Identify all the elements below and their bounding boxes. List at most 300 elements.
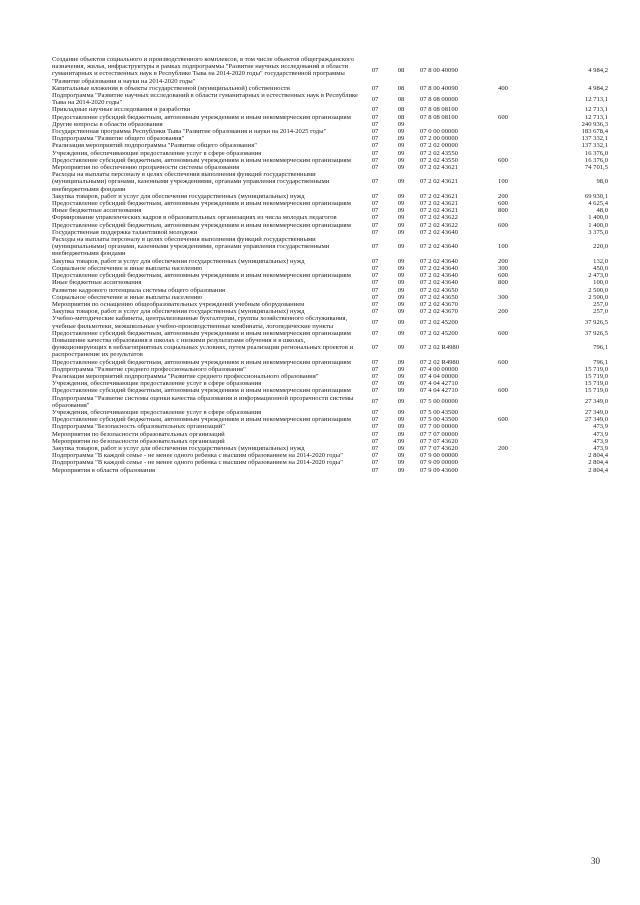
expense-type-code (488, 56, 518, 85)
section-code: 07 (371, 84, 379, 92)
row-description: Другие вопросы в области образования (52, 120, 163, 128)
target-article-code: 07 2 02 45200 (420, 318, 458, 326)
row-description: Предоставление субсидий бюджетным, автономным учреждениям и иным некоммерческим организациям (52, 329, 351, 337)
subsection-code: 09 (397, 264, 405, 272)
expense-type-code (488, 229, 518, 236)
subsection-code: 08 (397, 66, 405, 74)
expense-type-code: 300 (498, 264, 508, 272)
expense-type-code: 300 (498, 293, 508, 301)
amount: 100,0 (593, 279, 608, 287)
subsection-code: 09 (397, 156, 405, 164)
amount: 220,0 (593, 243, 608, 251)
table-row (50, 301, 610, 308)
section-code: 07 (371, 243, 379, 251)
amount: 183 678,4 (581, 128, 608, 136)
target-article-code: 07 2 02 43621 (420, 178, 458, 186)
section-code: 07 (371, 264, 379, 272)
expense-type-code (488, 150, 518, 157)
table-row (50, 114, 610, 121)
row-description: Государственная поддержка талантливой молодежи (52, 228, 198, 236)
target-article-code: 07 2 02 43550 (420, 156, 458, 164)
amount: 257,0 (593, 300, 608, 308)
section-code: 07 (371, 128, 379, 136)
row-description: Мероприятия по обеспечению прозрачности системы образования (52, 164, 240, 172)
row-description: Мероприятия по оснащению общеобразовательных учреждений учебным оборудованием (52, 300, 305, 308)
row-description: Мероприятия по безопасности образовательных организаций (52, 437, 225, 445)
amount: 27 349,0 (584, 416, 608, 424)
section-code: 07 (371, 344, 379, 352)
section-code: 07 (371, 318, 379, 326)
subsection-code: 09 (397, 214, 405, 222)
target-article-code: 07 5 00 43500 (420, 408, 458, 416)
target-article-code: 07 9 00 00000 (420, 452, 458, 460)
target-article-code: 07 7 07 00000 (420, 430, 458, 438)
amount: 37 926,5 (584, 329, 608, 337)
table-row (50, 157, 610, 164)
table-row (50, 92, 610, 106)
section-code: 07 (371, 207, 379, 215)
expense-type-code: 600 (498, 416, 508, 424)
subsection-code: 08 (397, 106, 405, 114)
row-description: Закупка товаров, работ и услуг для обеспечения государственных (муниципальных) нужд (52, 308, 305, 316)
subsection-code: 09 (397, 243, 405, 251)
expense-type-code: 600 (498, 358, 508, 366)
row-description: Предоставление субсидий бюджетным, автономным учреждениям и иным некоммерческим организациям (52, 156, 351, 164)
table-row (50, 135, 610, 142)
target-article-code: 07 5 00 00000 (420, 398, 458, 406)
target-article-code: 07 2 00 00000 (420, 135, 458, 143)
subsection-code: 09 (397, 149, 405, 157)
section-code: 07 (371, 272, 379, 280)
expense-type-code (488, 92, 518, 106)
subsection-code: 09 (397, 257, 405, 265)
section-code: 07 (371, 164, 379, 172)
target-article-code: 07 5 00 43500 (420, 416, 458, 424)
expense-type-code: 600 (498, 200, 508, 208)
expense-type-code: 600 (498, 329, 508, 337)
target-article-code: 07 4 04 42710 (420, 380, 458, 388)
table-row (50, 265, 610, 272)
budget-table-body (50, 56, 610, 474)
subsection-code: 09 (397, 452, 405, 460)
target-article-code: 07 2 02 00000 (420, 142, 458, 150)
target-article-code: 07 2 02 43621 (420, 207, 458, 215)
expense-type-code (488, 337, 518, 359)
row-description: Предоставление субсидий бюджетным, автономным учреждениям и иным некоммерческим организациям (52, 272, 351, 280)
section-code: 07 (371, 387, 379, 395)
section-code: 07 (371, 444, 379, 452)
subsection-code: 09 (397, 372, 405, 380)
table-row (50, 272, 610, 279)
expense-type-code (488, 431, 518, 438)
section-code: 07 (371, 200, 379, 208)
subsection-code: 09 (397, 279, 405, 287)
section-code: 07 (371, 408, 379, 416)
table-row (50, 229, 610, 236)
expense-type-code (488, 106, 518, 113)
section-code: 07 (371, 156, 379, 164)
subsection-code: 09 (397, 459, 405, 467)
expense-type-code: 600 (498, 221, 508, 229)
amount: 473,9 (593, 430, 608, 438)
target-article-code: 07 4 04 42710 (420, 387, 458, 395)
row-description: Подпрограмма "Развитие общего образования" (52, 135, 185, 143)
table-row (50, 387, 610, 394)
expense-type-code: 200 (498, 192, 508, 200)
table-row (50, 222, 610, 229)
target-article-code: 07 2 02 43550 (420, 149, 458, 157)
table-row (50, 467, 610, 474)
amount: 69 930,1 (584, 192, 608, 200)
row-description: Предоставление субсидий бюджетным, автономным учреждениям и иным некоммерческим организациям (52, 358, 351, 366)
section-code: 07 (371, 329, 379, 337)
expense-type-code: 200 (498, 444, 508, 452)
target-article-code: 07 8 08 08100 (420, 106, 458, 114)
amount: 2 500,0 (588, 293, 608, 301)
row-description: Подпрограмма "Развитие среднего профессионального образования" (52, 365, 246, 373)
expense-type-code: 400 (498, 84, 508, 92)
table-row (50, 438, 610, 445)
row-description: Расходы на выплаты персоналу в целях обеспечения выполнения функций государственными (муниципальными) органами, казенными учреждениями, органами управления государственными внебюджетными фондами (52, 236, 330, 258)
section-code: 07 (371, 228, 379, 236)
expense-type-code: 600 (498, 113, 508, 121)
target-article-code: 07 7 07 43620 (420, 444, 458, 452)
target-article-code: 07 0 00 00000 (420, 128, 458, 136)
amount: 16 376,0 (584, 156, 608, 164)
budget-sheet (50, 56, 610, 474)
expense-type-code (488, 423, 518, 430)
subsection-code: 09 (397, 344, 405, 352)
section-code: 07 (371, 372, 379, 380)
row-description: Предоставление субсидий бюджетным, автономным учреждениям и иным некоммерческим организациям (52, 416, 351, 424)
section-code: 07 (371, 214, 379, 222)
subsection-code: 09 (397, 293, 405, 301)
subsection-code: 09 (397, 365, 405, 373)
target-article-code: 07 2 02 43622 (420, 214, 458, 222)
subsection-code: 09 (397, 329, 405, 337)
subsection-code: 09 (397, 300, 405, 308)
row-description: Развитие кадрового потенциала системы общего образования (52, 286, 226, 294)
expense-type-code (488, 452, 518, 459)
amount: 1 400,0 (588, 221, 608, 229)
row-description: Подпрограмма "Безопасность образовательных организаций" (52, 423, 225, 431)
table-row (50, 236, 610, 258)
row-description: Реализация мероприятий подпрограммы "Развитие среднего профессионального образования" (52, 372, 319, 380)
amount: 137 332,1 (581, 142, 608, 150)
expense-type-code: 200 (498, 257, 508, 265)
expense-type-code: 800 (498, 279, 508, 287)
table-row (50, 142, 610, 149)
amount: 473,9 (593, 444, 608, 452)
amount: 98,0 (596, 178, 608, 186)
section-code: 07 (371, 149, 379, 157)
row-description: Мероприятия в области образования (52, 466, 156, 474)
row-description: Мероприятия по безопасности образовательных организаций (52, 430, 225, 438)
amount: 12 713,1 (584, 95, 608, 103)
target-article-code: 07 4 00 00000 (420, 365, 458, 373)
table-row (50, 359, 610, 366)
expense-type-code (488, 438, 518, 445)
section-code: 07 (371, 365, 379, 373)
target-article-code: 07 2 02 R4980 (420, 344, 460, 352)
table-row (50, 258, 610, 265)
amount: 15 719,0 (584, 380, 608, 388)
row-description: Иные бюджетные ассигнования (52, 207, 142, 215)
amount: 2 804,4 (588, 459, 608, 467)
expense-type-code (488, 164, 518, 171)
table-row (50, 214, 610, 221)
subsection-code: 09 (397, 200, 405, 208)
amount: 37 926,5 (584, 318, 608, 326)
expense-type-code (488, 287, 518, 294)
expense-type-code (488, 459, 518, 466)
table-row (50, 279, 610, 286)
row-description: Реализация мероприятий подпрограммы "Развитие общего образования" (52, 142, 257, 150)
table-row (50, 452, 610, 459)
section-code: 07 (371, 416, 379, 424)
expense-type-code (488, 214, 518, 221)
table-row (50, 193, 610, 200)
subsection-code: 09 (397, 437, 405, 445)
amount: 4 984,2 (588, 84, 608, 92)
target-article-code: 07 2 02 43622 (420, 221, 458, 229)
row-description: Подпрограмма "Развитие системы оценки качества образования и информационной прозрачности системы образования" (52, 394, 354, 409)
amount: 2 804,4 (588, 466, 608, 474)
amount: 15 719,0 (584, 387, 608, 395)
section-code: 07 (371, 279, 379, 287)
row-description: Закупка товаров, работ и услуг для обеспечения государственных (муниципальных) нужд (52, 192, 305, 200)
section-code: 07 (371, 120, 379, 128)
expense-type-code: 600 (498, 156, 508, 164)
table-row (50, 330, 610, 337)
section-code: 07 (371, 192, 379, 200)
row-description: Подпрограмма "Развитие научных исследований в области гуманитарных и естественных наук в Республике Тыва на 2014-2020 годы" (52, 92, 358, 107)
section-code: 07 (371, 221, 379, 229)
table-row (50, 431, 610, 438)
target-article-code: 07 8 08 08100 (420, 113, 458, 121)
section-code: 07 (371, 380, 379, 388)
subsection-code: 09 (397, 272, 405, 280)
amount: 240 936,3 (581, 120, 608, 128)
row-description: Капитальные вложения в объекты государственной (муниципальной) собственности (52, 84, 290, 92)
subsection-code: 09 (397, 416, 405, 424)
target-article-code: 07 2 02 43670 (420, 300, 458, 308)
subsection-code: 09 (397, 135, 405, 143)
section-code: 07 (371, 300, 379, 308)
row-description: Учебно-методические кабинеты, централизованные бухгалтерии, группы хозяйственного обслуживания, учебные фильмотеки, межшкольные учебно-производственные комбинаты, логопедические пункты (52, 315, 348, 330)
target-article-code: 07 2 02 43650 (420, 293, 458, 301)
table-row (50, 106, 610, 113)
subsection-code: 09 (397, 228, 405, 236)
subsection-code: 09 (397, 164, 405, 172)
table-row (50, 308, 610, 315)
row-description: Закупка товаров, работ и услуг для обеспечения государственных (муниципальных) нужд (52, 257, 305, 265)
row-description: Создание объектов социального и производственного комплексов, в том числе объектов общегражданского назначения, жилья, инфраструктуры в рамках подпрограммы "Развитие научных исследований в области гуманитарных и естественных наук в Республике Тыва на 2014-2020 годы" государственной программы "Развитие образования и науки на 2014-2020 годы" (52, 56, 354, 85)
table-row (50, 409, 610, 416)
table-row (50, 128, 610, 135)
row-description: Закупка товаров, работ и услуг для обеспечения государственных (муниципальных) нужд (52, 444, 305, 452)
amount: 1 400,0 (588, 214, 608, 222)
table-row (50, 373, 610, 380)
section-code: 07 (371, 437, 379, 445)
table-row (50, 459, 610, 466)
subsection-code: 09 (397, 430, 405, 438)
section-code: 07 (371, 135, 379, 143)
table-row (50, 171, 610, 193)
table-row (50, 445, 610, 452)
amount: 132,0 (593, 257, 608, 265)
expense-type-code (488, 366, 518, 373)
target-article-code: 07 9 09 00000 (420, 459, 458, 467)
row-description: Повышение качества образования в школах с низкими результатами обучения и в школах, функционирующих в неблагоприятных социальных условиях, путем реализации региональных проектов и распространение их результатов (52, 336, 354, 359)
subsection-code: 09 (397, 398, 405, 406)
row-description: Предоставление субсидий бюджетным, автономным учреждениям и иным некоммерческим организациям (52, 200, 351, 208)
row-description: Государственная программа Республики Тыва "Развитие образования и науки на 2014-2025 годы" (52, 128, 327, 136)
amount: 4 625,4 (588, 200, 608, 208)
subsection-code: 09 (397, 358, 405, 366)
row-description: Социальное обеспечение и иные выплаты населению (52, 293, 203, 301)
row-description: Учреждения, обеспечивающие предоставление услуг в сфере образования (52, 380, 262, 388)
subsection-code: 09 (397, 408, 405, 416)
target-article-code: 07 2 02 43640 (420, 257, 458, 265)
subsection-code: 08 (397, 113, 405, 121)
target-article-code: 07 2 02 43640 (420, 228, 458, 236)
expense-type-code (488, 395, 518, 409)
table-row (50, 294, 610, 301)
amount: 74 701,5 (584, 164, 608, 172)
expense-type-code: 600 (498, 387, 508, 395)
expense-type-code (488, 142, 518, 149)
subsection-code: 09 (397, 120, 405, 128)
table-row (50, 380, 610, 387)
subsection-code: 09 (397, 142, 405, 150)
subsection-code: 09 (397, 444, 405, 452)
table-row (50, 56, 610, 85)
subsection-code: 09 (397, 387, 405, 395)
amount: 15 719,0 (584, 372, 608, 380)
row-description: Предоставление субсидий бюджетным, автономным учреждениям и иным некоммерческим организациям (52, 387, 351, 395)
expense-type-code (488, 373, 518, 380)
amount: 3 375,0 (588, 228, 608, 236)
table-row (50, 423, 610, 430)
expense-type-code (488, 409, 518, 416)
page-number: 30 (591, 856, 600, 866)
section-code: 07 (371, 358, 379, 366)
row-description: Формирование управленческих кадров в образовательных организациях из числа молодых педагогов (52, 214, 337, 222)
row-description: Расходы на выплаты персоналу в целях обеспечения выполнения функций государственными (муниципальными) органами, казенными учреждениями, органами управления государственными внебюджетными фондами (52, 171, 330, 193)
expense-type-code: 600 (498, 272, 508, 280)
table-row (50, 85, 610, 92)
row-description: Социальное обеспечение и иные выплаты населению (52, 264, 203, 272)
table-row (50, 150, 610, 157)
target-article-code: 07 2 02 43621 (420, 192, 458, 200)
subsection-code: 09 (397, 466, 405, 474)
amount: 796,1 (593, 358, 608, 366)
expense-type-code (488, 380, 518, 387)
amount: 137 332,1 (581, 135, 608, 143)
section-code: 07 (371, 293, 379, 301)
amount: 2 804,4 (588, 452, 608, 460)
target-article-code (414, 121, 488, 128)
row-description: Предоставление субсидий бюджетным, автономным учреждениям и иным некоммерческим организациям (52, 113, 351, 121)
amount: 27 349,0 (584, 398, 608, 406)
target-article-code: 07 2 02 43621 (420, 164, 458, 172)
row-description: Подпрограмма "В каждой семье - не менее одного ребенка с высшим образованием на 2014-2020 годы" (52, 452, 343, 460)
target-article-code: 07 9 09 43600 (420, 466, 458, 474)
section-code: 07 (371, 423, 379, 431)
table-row (50, 200, 610, 207)
subsection-code: 09 (397, 192, 405, 200)
section-code: 07 (371, 430, 379, 438)
expense-type-code: 800 (498, 207, 508, 215)
target-article-code: 07 8 08 00000 (420, 95, 458, 103)
amount: 796,1 (593, 344, 608, 352)
row-description: Прикладные научные исследования и разработки (52, 106, 191, 114)
amount: 4 984,2 (588, 66, 608, 74)
target-article-code: 07 2 02 43640 (420, 243, 458, 251)
expense-type-code: 100 (498, 178, 508, 186)
target-article-code: 07 2 02 43621 (420, 200, 458, 208)
target-article-code: 07 2 02 45200 (420, 329, 458, 337)
target-article-code: 07 7 00 00000 (420, 423, 458, 431)
section-code: 07 (371, 113, 379, 121)
expense-type-code (488, 121, 518, 128)
amount: 257,0 (593, 308, 608, 316)
amount: 48,0 (596, 207, 608, 215)
section-code: 07 (371, 398, 379, 406)
table-row (50, 416, 610, 423)
target-article-code: 07 2 02 43640 (420, 279, 458, 287)
expense-type-code (488, 301, 518, 308)
table-row (50, 121, 610, 128)
section-code: 07 (371, 106, 379, 114)
section-code: 07 (371, 142, 379, 150)
table-row (50, 337, 610, 359)
subsection-code: 08 (397, 95, 405, 103)
target-article-code: 07 7 07 43620 (420, 437, 458, 445)
subsection-code: 09 (397, 318, 405, 326)
target-article-code: 07 8 00 40090 (420, 84, 458, 92)
expense-type-code (488, 135, 518, 142)
subsection-code: 09 (397, 308, 405, 316)
section-code: 07 (371, 452, 379, 460)
subsection-code: 09 (397, 178, 405, 186)
target-article-code: 07 2 02 43640 (420, 264, 458, 272)
target-article-code: 07 2 02 43650 (420, 286, 458, 294)
amount: 27 349,0 (584, 408, 608, 416)
amount: 473,9 (593, 423, 608, 431)
table-row (50, 315, 610, 329)
target-article-code: 07 2 02 43640 (420, 272, 458, 280)
section-code: 07 (371, 308, 379, 316)
table-row (50, 207, 610, 214)
expense-type-code: 100 (498, 243, 508, 251)
subsection-code: 09 (397, 286, 405, 294)
target-article-code: 07 8 00 40090 (420, 66, 458, 74)
section-code: 07 (371, 466, 379, 474)
table-row (50, 164, 610, 171)
amount: 450,0 (593, 264, 608, 272)
amount: 12 713,1 (584, 106, 608, 114)
target-article-code: 07 4 04 00000 (420, 372, 458, 380)
amount: 15 719,0 (584, 365, 608, 373)
expense-type-code (488, 128, 518, 135)
section-code: 07 (371, 459, 379, 467)
amount: 16 376,0 (584, 149, 608, 157)
table-row (50, 287, 610, 294)
target-article-code: 07 2 02 R4980 (420, 358, 460, 366)
subsection-code: 09 (397, 207, 405, 215)
